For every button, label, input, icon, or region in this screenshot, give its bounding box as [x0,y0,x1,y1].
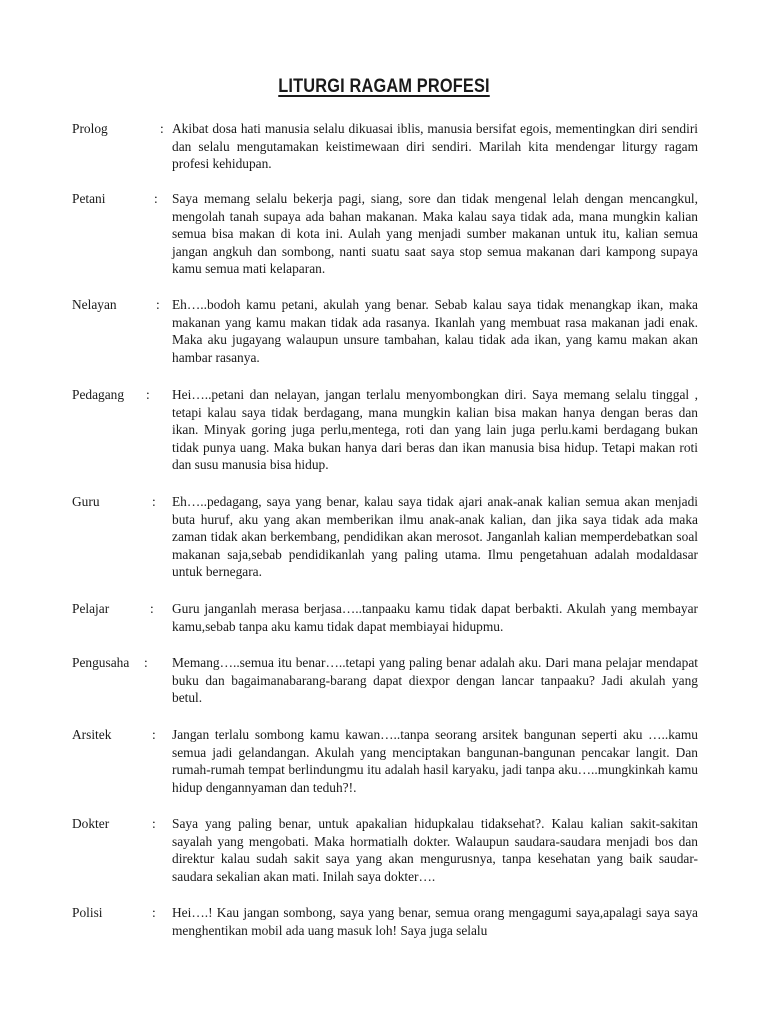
speaker-label: Guru [72,494,100,509]
speaker-label: Pedagang [72,387,125,402]
speaker-separator: : [152,816,156,831]
speaker-label: Dokter [72,816,110,831]
speaker-label: Nelayan [72,297,117,312]
entry-arsitek [72,726,698,796]
speaker-text: Hei….! Kau jangan sombong, saya yang benar, semua orang mengagumi saya,apalagi saya saya menghentikan mobil ada uang masuk loh! Saya juga selalu [172,905,698,938]
document-title [54,76,714,98]
speaker-text: Eh…..bodoh kamu petani, akulah yang benar. Sebab kalau saya tidak menangkap ikan, maka makanan yang kamu makan tidak ada rasanya. Ikanlah yang membuat rasa makanan jadi enak. Maka aku jugayang walaupun unsure tambahan, kalau tidak ada ikan, yang kamu makan akan hambar rasanya. [172,297,698,365]
speaker-text: Jangan terlalu sombong kamu kawan…..tanpa seorang arsitek bangunan seperti aku …..kamu semua jadi gelandangan. Akulah yang menciptakan bangunan-bangunan pencakar langit. Dan rumah-rumah tempat berlindungmu itu adalah hasil karyaku, jadi tanpa aku…..mungkinkah kamu hidup dengannyaman dan teduh?!. [172,727,698,795]
speaker-text: Eh…..pedagang, saya yang benar, kalau saya tidak ajari anak-anak kalian semua akan menjadi buta huruf, aku yang akan memberikan ilmu anak-anak kalian, dan jika saya tidak ada maka zaman tidak akan berkembang, pendidikan akan merosot. Janganlah kalian memperdebatkan soal makanan saja,sebab pendidikanlah yang paling utama. Ilmu pengetahuan adalah modaldasar untuk bernegara. [172,494,698,580]
document-title-text: LITURGI RAGAM PROFESI [278,76,490,97]
speaker-text: Hei…..petani dan nelayan, jangan terlalu menyombongkan diri. Saya memang selalu tinggal , tetapi kalau saya tidak berdagang, mana mungkin kalian bisa makan hanya dengan beras dan ikan. Minyak goring juga perlu,mentega, roti dan yang lain juga perlu.kami berdagang bukan tidak punya uang. Maka bukan hanya dari beras dan ikan manusia bisa hidup. Tetapi makan roti dan susu manusia bisa hidup. [172,387,698,473]
entry-dokter [72,815,698,885]
speaker-label: Prolog [72,121,108,136]
speaker-separator: : [160,121,164,136]
speaker-label: Polisi [72,905,103,920]
entry-polisi [72,904,698,939]
entry-prolog [72,120,698,173]
speaker-text: Guru janganlah merasa berjasa…..tanpaaku kamu tidak dapat berbakti. Akulah yang membayar kamu,sebab tanpa aku kamu tidak dapat membiayai hidupmu. [172,601,698,634]
speaker-label: Arsitek [72,727,112,742]
speaker-separator: : [152,494,156,509]
entry-pengusaha [72,654,698,707]
speaker-label: Petani [72,191,106,206]
speaker-separator: : [152,727,156,742]
speaker-text: Akibat dosa hati manusia selalu dikuasai iblis, manusia bersifat egois, mementingkan diri sendiri dan selalu mengutamakan keistimewaan diri sendiri. Marilah kita mendengar liturgy ragam profesi kehidupan. [172,121,698,172]
speaker-text: Saya memang selalu bekerja pagi, siang, sore dan tidak mengenal lelah dengan mencangkul, mengolah tanah supaya ada bahan makanan. Maka kalau saya tidak ada, mana mungkin kalian semua bisa makan di kota ini. Aulah yang menjadi sumber makanan untuk itu, kalian semua jangan angkuh dan sombong, nanti suatu saat saya stop semua makanan dari kampong supaya kamu semua mati kelaparan. [172,191,698,277]
speaker-text: Saya yang paling benar, untuk apakalian hidupkalau tidaksehat?. Kalau kalian sakit-sakitan sayalah yang mengobati. Maka hormatialh dokter. Walaupun saudara-saudara menjadi bos dan direktur kalau sudah sakit saya yang akan mengurusnya, tanpa kesehatan yang baik saudar-saudara sekalian akan mati. Inilah saya dokter…. [172,816,698,884]
entry-petani [72,190,698,278]
speaker-text: Memang…..semua itu benar…..tetapi yang paling benar adalah aku. Dari mana pelajar mendapat buku dan bagaimanabarang-barang dapat diexpor dengan lancar tanpaaku? Jadi akulah yang betul. [172,655,698,706]
speaker-label: Pengusaha [72,655,130,670]
speaker-separator: : [152,905,156,920]
entry-nelayan [72,296,698,366]
speaker-separator: : [150,601,154,616]
speaker-separator: : [154,191,158,206]
entry-pedagang [72,386,698,474]
speaker-separator: : [156,297,160,312]
entry-guru [72,493,698,581]
speaker-separator: : [144,655,148,670]
entry-pelajar [72,600,698,635]
speaker-separator: : [146,387,150,402]
speaker-label: Pelajar [72,601,110,616]
